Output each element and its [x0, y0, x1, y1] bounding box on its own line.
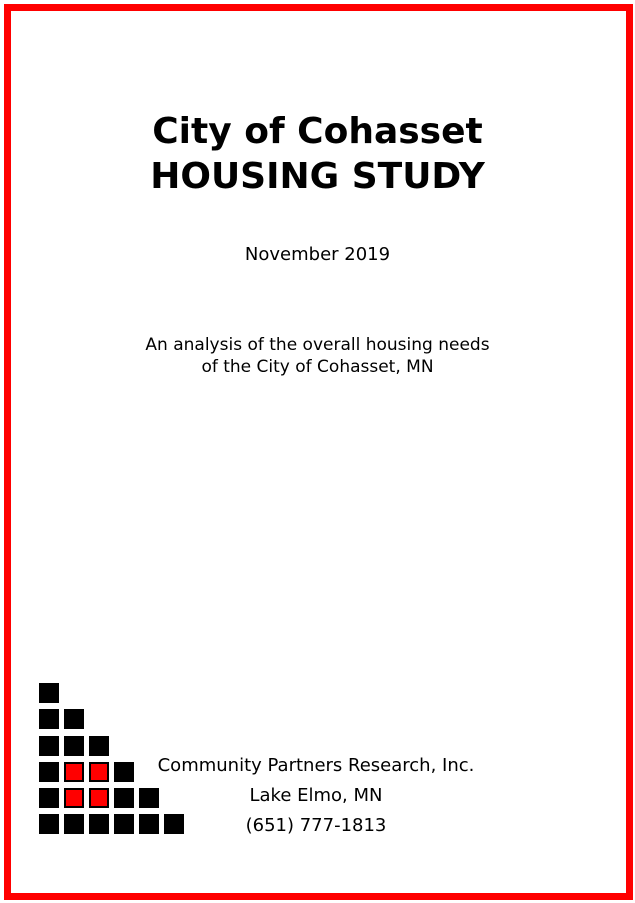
document-subtitle: HOUSING STUDY: [150, 156, 485, 197]
publication-date: November 2019: [244, 244, 391, 265]
description-line-1: An analysis of the overall housing needs: [145, 335, 490, 355]
publisher-location: Lake Elmo, MN: [249, 785, 383, 806]
publisher-name: Community Partners Research, Inc.: [157, 755, 475, 776]
document-title: City of Cohasset: [152, 111, 483, 152]
publisher-phone: (651) 777-1813: [245, 815, 387, 836]
description-line-2: of the City of Cohasset, MN: [201, 357, 434, 377]
study-description: [0, 334, 635, 378]
